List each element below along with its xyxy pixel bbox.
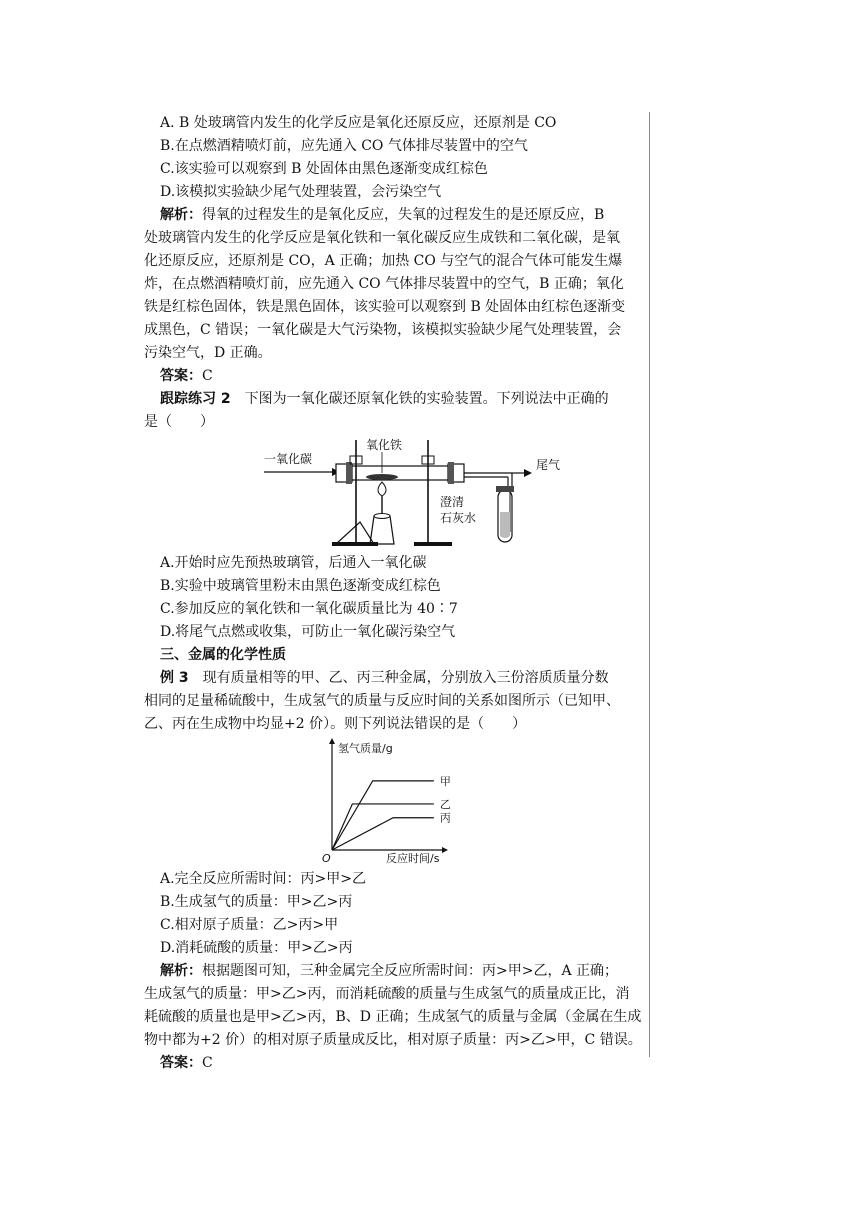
ex3-stem (160, 667, 644, 690)
x-axis-label: 反应时间/s (386, 852, 440, 865)
series-line-2 (332, 804, 434, 850)
practice2-stem (160, 388, 644, 411)
apparatus-diagram (160, 436, 644, 548)
practice2-option-c: C.参加反应的氧化铁和一氧化碳质量比为 40∶7 (160, 601, 458, 617)
practice2-label: 跟踪练习 2 (160, 391, 231, 407)
ex2-analysis-text: 得氧的过程发生的是氧化反应，失氧的过程发生的是还原反应，B (202, 207, 605, 223)
page-margin-rule (649, 112, 650, 1057)
chart-svg (160, 738, 644, 866)
ex3-answer-label: 答案： (160, 1055, 202, 1071)
ex3-label: 例 3 (160, 670, 189, 686)
ex3-answer (160, 1052, 644, 1075)
series-line-3 (332, 818, 434, 850)
practice2-option-b: B.实验中玻璃管里粉末由黑色逐渐变成红棕色 (160, 578, 441, 594)
ex3-stem-line3: 乙、丙在生成物中均显+2 价）。则下列说法错误的是（ ） (144, 716, 527, 732)
ex3-answer-value: C (202, 1055, 213, 1071)
iron-oxide-powder (366, 474, 398, 480)
section-title: 三、金属的化学性质 (160, 647, 286, 663)
co-label: 一氧化碳 (264, 452, 313, 466)
practice2-option-d: D.将尾气点燃或收集，可防止一氧化碳污染空气 (160, 624, 456, 640)
practice2-option-a: A.开始时应先预热玻璃管，后通入一氧化碳 (160, 555, 427, 571)
ex2-analysis-line (160, 204, 644, 227)
limewater-liquid (500, 512, 510, 538)
ex3-option-b: B.生成氢气的质量：甲>乙>丙 (160, 894, 353, 910)
series-label-1: 甲 (439, 774, 451, 788)
ex2-option-a: A. B 处玻璃管内发生的化学反应是氧化还原反应，还原剂是 CO (160, 115, 557, 131)
flame-icon (378, 482, 386, 496)
ex3-option-c: C.相对原子质量：乙>丙>甲 (160, 917, 339, 933)
ex3-option-d: D.消耗硫酸的质量：甲>乙>丙 (160, 940, 353, 956)
x-axis-arrow-icon (442, 847, 448, 853)
ex2-analysis-text: 化还原反应，还原剂是 CO，A 正确；加热 CO 与空气的混合气体可能发生爆 (144, 253, 623, 269)
ex2-analysis-text: 铁是红棕色固体，铁是黑色固体，该实验可以观察到 B 处固体由红棕色逐渐变 (144, 299, 626, 315)
tail-gas-arrow-icon (524, 469, 532, 477)
fe2o3-label: 氧化铁 (366, 438, 403, 452)
ex3-analysis-label: 解析： (160, 963, 202, 979)
y-axis-arrow-icon (329, 738, 335, 744)
practice2-stem-line2: 是（ ） (144, 414, 214, 430)
series-label-2: 乙 (439, 797, 451, 811)
alcohol-burner (370, 516, 394, 544)
ex2-answer (160, 365, 644, 388)
ex2-analysis-label: 解析： (160, 207, 202, 223)
ex3-analysis-text: 生成氢气的质量：甲>乙>丙，而消耗硫酸的质量与生成氢气的质量成正比，消 (144, 986, 630, 1002)
ex3-analysis-text: 物中都为+2 价）的相对原子质量成反比，相对原子质量：丙>乙>甲，C 错误。 (144, 1032, 642, 1048)
ex3-analysis-text: 耗硫酸的质量也是甲>乙>丙，B、D 正确；生成氢气的质量与金属（金属在生成 (144, 1009, 642, 1025)
tail-gas-label: 尾气 (536, 458, 561, 472)
ex2-option-b: B.在点燃酒精喷灯前，应先通入 CO 气体排尽装置中的空气 (160, 138, 528, 154)
ex2-option-d: D.该模拟实验缺少尾气处理装置，会污染空气 (160, 184, 442, 200)
series-layer (332, 775, 451, 850)
ex3-analysis-text: 根据题图可知，三种金属完全反应所需时间：丙>甲>乙，A 正确； (202, 963, 619, 979)
ex2-analysis-text: 成黑色，C 错误；一氧化碳是大气污染物，该模拟实验缺少尾气处理装置，会 (144, 322, 622, 338)
ex3-analysis-line (160, 960, 644, 983)
ex2-answer-label: 答案： (160, 368, 202, 384)
limewater-label-2: 石灰水 (440, 511, 477, 525)
origin-label: O (322, 852, 331, 865)
ex2-answer-value: C (202, 368, 213, 384)
glass-tube (342, 466, 460, 480)
hydrogen-mass-chart (160, 738, 644, 866)
ex2-analysis-text: 炸，在点燃酒精喷灯前，应先通入 CO 气体排尽装置中的空气，B 正确；氧化 (144, 276, 624, 292)
ex3-stem-text: 现有质量相等的甲、乙、丙三种金属，分别放入三份溶质质量分数 (202, 670, 609, 686)
ex2-analysis-text: 处玻璃管内发生的化学反应是氧化铁和一氧化碳反应生成铁和二氧化碳，是氧 (144, 230, 620, 246)
ex3-option-a: A.完全反应所需时间：丙>甲>乙 (160, 871, 367, 887)
document-body (144, 112, 644, 1075)
limewater-label-1: 澄清 (440, 495, 465, 509)
ex2-analysis-text: 污染空气，D 正确。 (144, 345, 272, 361)
ex3-stem-line2: 相同的足量稀硫酸中，生成氢气的质量与反应时间的关系如图所示（已知甲、 (144, 693, 620, 709)
left-stand-base (336, 522, 374, 544)
co-reduction-apparatus-figure (160, 436, 644, 548)
ex2-option-c: C.该实验可以观察到 B 处固体由黑色逐渐变成红棕色 (160, 161, 488, 177)
practice2-stem-text: 下图为一氧化碳还原氧化铁的实验装置。下列说法中正确的 (244, 391, 609, 407)
y-axis-label: 氢气质量/g (338, 742, 393, 755)
right-stand-base (414, 542, 452, 546)
series-label-3: 丙 (439, 811, 451, 825)
